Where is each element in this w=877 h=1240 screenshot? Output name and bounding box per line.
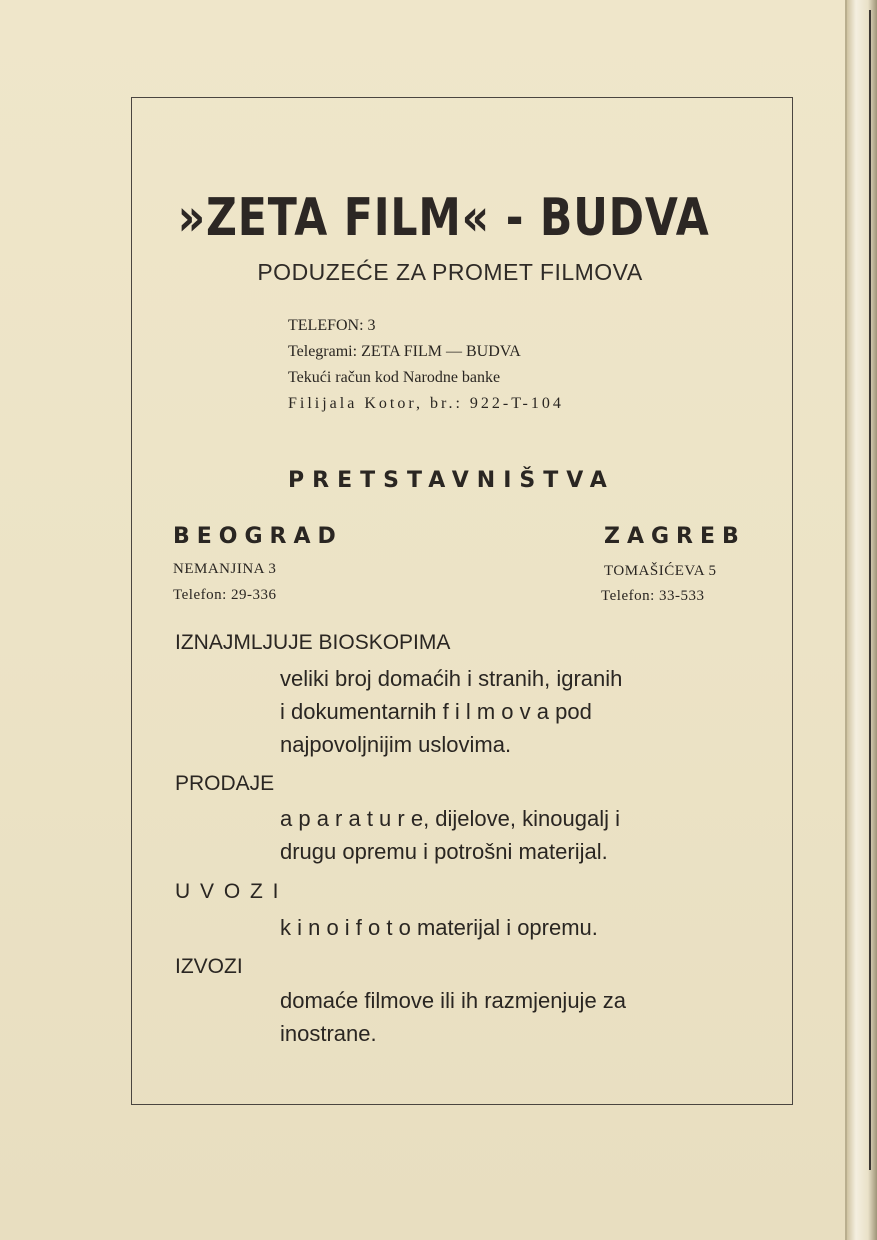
service-heading-import: U V O Z I <box>175 880 281 903</box>
contact-block <box>288 313 564 417</box>
office-address-beograd: NEMANJINA 3 <box>173 561 277 577</box>
contact-account: Tekući račun kod Narodne banke <box>288 369 501 386</box>
service-heading-sales: PRODAJE <box>175 772 275 795</box>
edge-line <box>869 10 871 1170</box>
office-phone-zagreb: Telefon: 33-533 <box>601 588 705 604</box>
service-line: veliki broj domaćih i stranih, igranih <box>280 666 623 691</box>
office-city-beograd: BEOGRAD <box>173 524 343 549</box>
office-city-zagreb: ZAGREB <box>604 524 746 549</box>
office-phone-beograd: Telefon: 29-336 <box>173 587 277 603</box>
service-line: a p a r a t u r e, dijelove, kinougalj i <box>280 806 620 831</box>
contact-telegrams: Telegrami: ZETA FILM — BUDVA <box>288 343 521 360</box>
representations-heading: PRETSTAVNIŠTVA <box>288 468 615 493</box>
company-subtitle: PODUZEĆE ZA PROMET FILMOVA <box>257 259 643 285</box>
company-title: »ZETA FILM« - BUDVA <box>177 188 710 248</box>
service-body-rental <box>280 662 726 761</box>
service-heading-export: IZVOZI <box>175 955 243 978</box>
service-body-sales <box>280 802 726 868</box>
contact-phone: TELEFON: 3 <box>288 317 376 334</box>
service-line: inostrane. <box>280 1021 377 1046</box>
service-heading-rental: IZNAJMLJUJE BIOSKOPIMA <box>175 631 451 654</box>
service-line: i dokumentarnih f i l m o v a pod <box>280 699 592 724</box>
contact-branch: Filijala Kotor, br.: 922-T-104 <box>288 395 564 412</box>
service-line: k i n o i f o t o materijal i opremu. <box>280 915 598 940</box>
service-body-import <box>280 911 726 944</box>
service-line: najpovoljnijim uslovima. <box>280 732 512 757</box>
page-edge <box>847 0 877 1240</box>
service-line: drugu opremu i potrošni materijal. <box>280 839 608 864</box>
service-line: domaće filmove ili ih razmjenjuje za <box>280 988 627 1013</box>
service-body-export <box>280 984 726 1050</box>
office-address-zagreb: TOMAŠIĆEVA 5 <box>604 563 717 579</box>
